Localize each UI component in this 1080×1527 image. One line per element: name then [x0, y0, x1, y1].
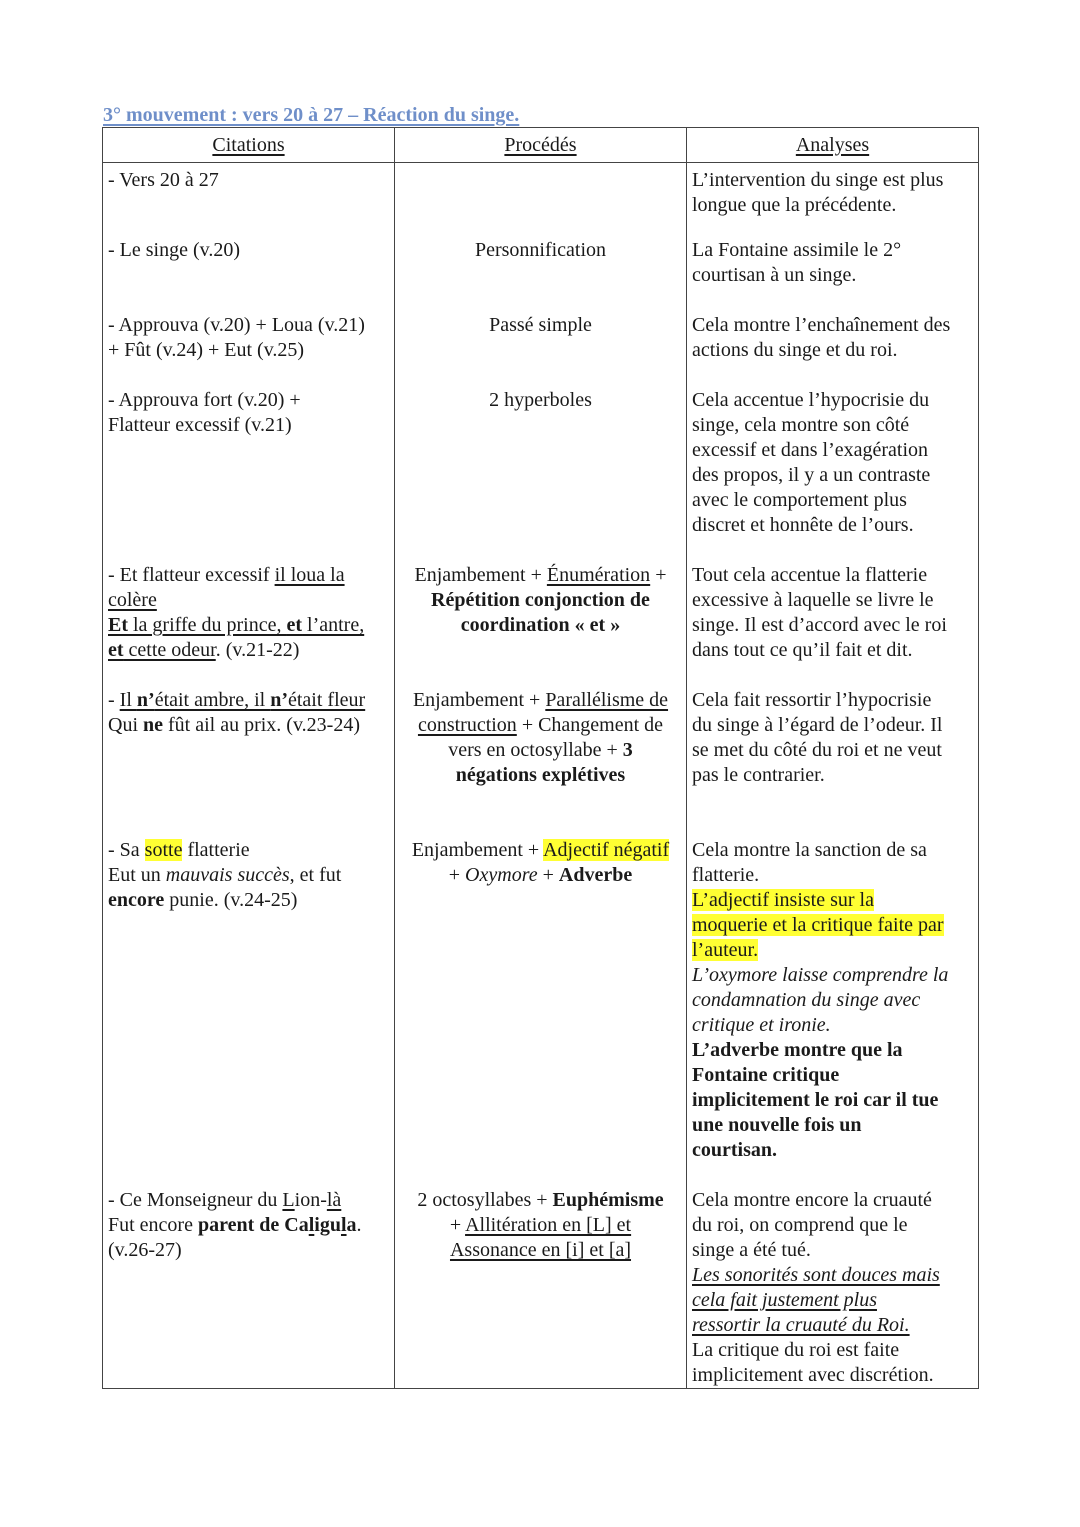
column-header-analyses: Analyses [687, 128, 979, 163]
citation-cell: - Approuva (v.20) + Loua (v.21) + Fût (v.24) + Eut (v.25) [103, 313, 395, 388]
citation-cell: - Sa sotte flatterie Eut un mauvais succès, et fut encore punie. (v.24-25) [103, 838, 395, 1188]
table-row [103, 388, 979, 563]
table-row [103, 163, 979, 239]
table-row [103, 688, 979, 838]
procede-cell: 2 hyperboles [395, 388, 687, 563]
analyse-cell: Cela montre l’enchaînement des actions du singe et du roi. [687, 313, 979, 388]
analyse-cell: L’intervention du singe est plus longue que la précédente. [687, 163, 979, 239]
table-row [103, 1188, 979, 1389]
highlight: moquerie et la critique faite par [692, 914, 944, 936]
analyse-cell: Cela montre encore la cruauté du roi, on comprend que le singe a été tué. Les sonorités sont douces mais cela fait justement plus ressortir la cruauté du Roi. La critique du roi est faite implicitement avec discrétion. [687, 1188, 979, 1389]
analyse-cell: Cela montre la sanction de sa flatterie. L’adjectif insiste sur la moquerie et la critique faite par l’auteur. L’oxymore laisse comprendre la condamnation du singe avec critique et ironie. L’adverbe montre que la Fontaine critique implicitement le roi car il tue une nouvelle fois un courtisan. [687, 838, 979, 1188]
procede-cell: Personnification [395, 238, 687, 313]
section-heading: 3° mouvement : vers 20 à 27 – Réaction du singe. [103, 104, 520, 126]
table-row [103, 838, 979, 1188]
procede-cell: 2 octosyllabes + Euphémisme + Allitération en [L] et Assonance en [i] et [a] [395, 1188, 687, 1389]
analyse-cell: La Fontaine assimile le 2° courtisan à un singe. [687, 238, 979, 313]
procede-cell: Enjambement + Énumération + Répétition conjonction de coordination « et » [395, 563, 687, 688]
procede-cell [395, 163, 687, 239]
analyse-cell: Cela accentue l’hypocrisie du singe, cela montre son côté excessif et dans l’exagération des propos, il y a un contraste avec le comportement plus discret et honnête de l’ours. [687, 388, 979, 563]
table-row [103, 313, 979, 388]
highlight: Adjectif négatif [543, 839, 670, 861]
highlight: sotte [144, 839, 183, 861]
highlight: L’adjectif insiste sur la [692, 889, 874, 911]
analyse-cell: Cela fait ressortir l’hypocrisie du singe à l’égard de l’odeur. Il se met du côté du roi et ne veut pas le contrarier. [687, 688, 979, 838]
citation-cell: - Et flatteur excessif il loua la colère Et la griffe du prince, et l’antre, et cette odeur. (v.21-22) [103, 563, 395, 688]
citation-cell: - Approuva fort (v.20) + Flatteur excessif (v.21) [103, 388, 395, 563]
table-row [103, 563, 979, 688]
citation-cell: - Le singe (v.20) [103, 238, 395, 313]
citation-cell: - Ce Monseigneur du Lion-là Fut encore parent de Caligula. (v.26-27) [103, 1188, 395, 1389]
highlight: l’auteur. [692, 939, 759, 961]
table-row [103, 238, 979, 313]
procede-cell: Passé simple [395, 313, 687, 388]
citation-cell: - Vers 20 à 27 [103, 163, 395, 239]
table-header-row [103, 128, 979, 163]
column-header-citations: Citations [103, 128, 395, 163]
analysis-table [102, 127, 979, 1389]
citation-cell: - Il n’était ambre, il n’était fleur Qui ne fût ail au prix. (v.23-24) [103, 688, 395, 838]
analyse-cell: Tout cela accentue la flatterie excessive à laquelle se livre le singe. Il est d’accord avec le roi dans tout ce qu’il fait et dit. [687, 563, 979, 688]
procede-cell: Enjambement + Parallélisme de construction + Changement de vers en octosyllabe + 3 négations explétives [395, 688, 687, 838]
procede-cell: Enjambement + Adjectif négatif + Oxymore + Adverbe [395, 838, 687, 1188]
column-header-procedes: Procédés [395, 128, 687, 163]
